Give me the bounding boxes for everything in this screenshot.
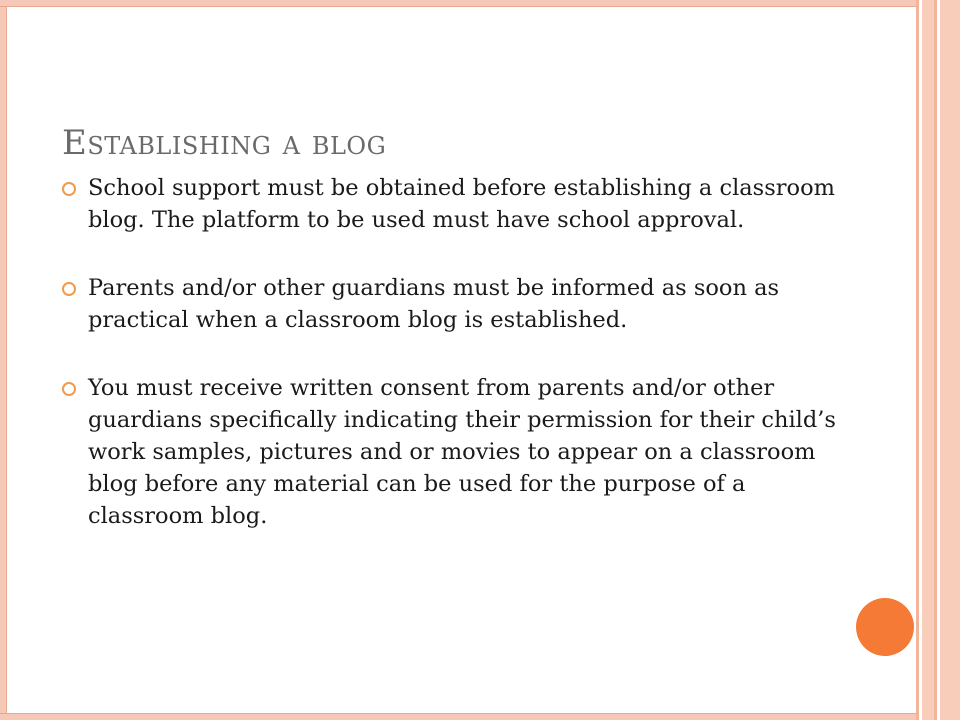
bullet-item: [62, 172, 862, 236]
bottom-border: [0, 713, 918, 720]
bullet-text: Parents and/or other guardians must be informed as soon as practical when a classroom blog is established.: [88, 275, 780, 333]
right-decorative-stripes: [916, 0, 960, 720]
stripe: [940, 0, 960, 720]
left-border: [0, 0, 7, 720]
bullet-text: School support must be obtained before establishing a classroom blog. The platform to be used must have school approval.: [88, 175, 835, 233]
decorative-circle: [856, 598, 914, 656]
bullet-list: [62, 172, 862, 568]
bullet-item: [62, 272, 862, 336]
bullet-item: [62, 372, 862, 532]
bullet-circle-icon: [62, 382, 76, 396]
stripe: [922, 0, 934, 720]
top-border: [0, 0, 918, 7]
bullet-circle-icon: [62, 282, 76, 296]
bullet-circle-icon: [62, 182, 76, 196]
slide-title: Establishing a blog: [62, 122, 387, 163]
bullet-text: You must receive written consent from parents and/or other guardians specifically indicating their permission for their child’s work samples, pictures and or movies to appear on a classroom blog before any material can be used for the purpose of a classroom blog.: [88, 375, 836, 529]
